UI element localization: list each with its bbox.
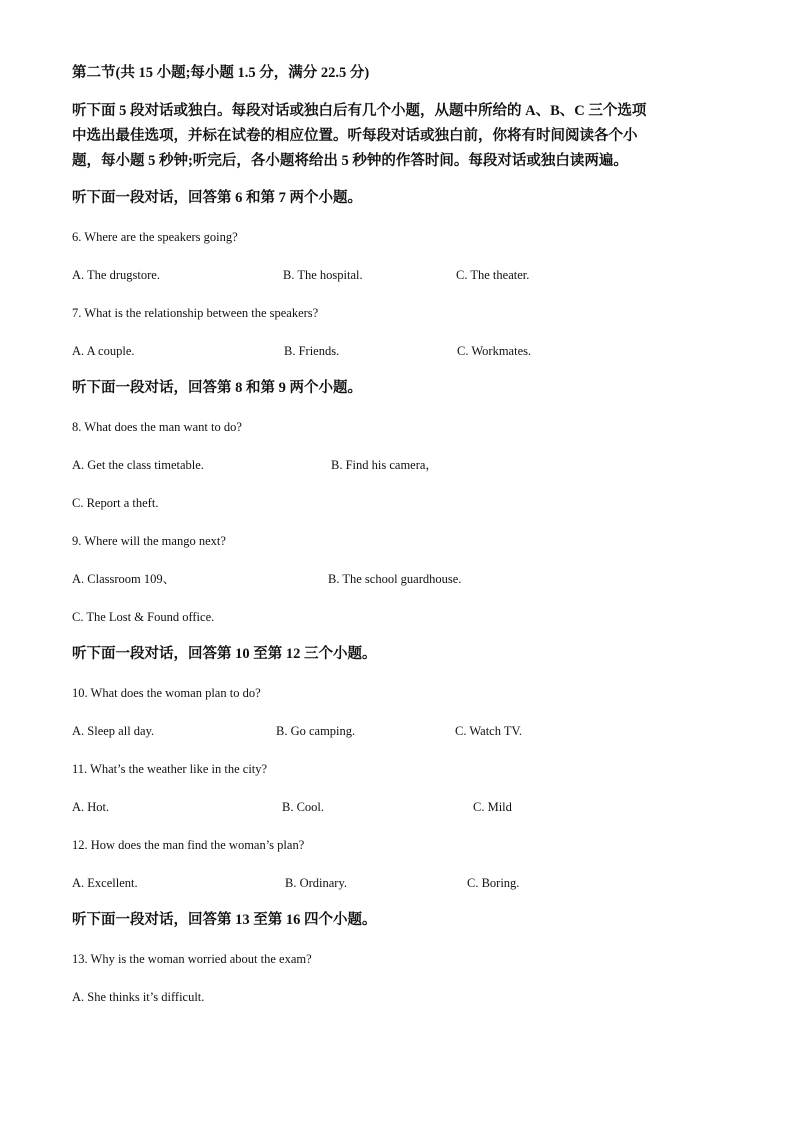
question-12: 12. How does the man find the woman’s plan? [72, 838, 305, 852]
instruction-line-2: 中选出最佳选项，并标在试卷的相应位置。听每段对话或独白前，你将有时间阅读各个小 [72, 128, 638, 144]
question-6: 6. Where are the speakers going? [72, 230, 238, 244]
question-12-option-a: A. Excellent. [72, 876, 138, 890]
question-12-option-b: B. Ordinary. [285, 876, 348, 890]
question-11-option-a: A. Hot. [72, 800, 110, 814]
group-heading-8-9: 听下面一段对话，回答第 8 和第 9 两个小题。 [72, 380, 362, 396]
question-10: 10. What does the woman plan to do? [72, 686, 261, 700]
instruction-line-3: 题，每小题 5 秒钟;听完后，各小题将给出 5 秒钟的作答时间。每段对话或独白读两遍。 [72, 153, 628, 169]
question-7-option-b: B. Friends. [284, 344, 340, 358]
question-8-option-a: A. Get the class timetable. [72, 458, 204, 472]
group-heading-13-16: 听下面一段对话，回答第 13 至第 16 四个小题。 [72, 912, 377, 928]
question-7-option-c: C. Workmates. [457, 344, 532, 358]
question-10-option-c: C. Watch TV. [455, 724, 523, 738]
question-9-option-a: A. Classroom 109、 [72, 572, 176, 586]
question-8-option-b: B. Find his camera， [331, 458, 438, 472]
question-6-option-c: C. The theater. [456, 268, 530, 282]
question-11-option-c: C. Mild [473, 800, 512, 814]
question-6-option-b: B. The hospital. [283, 268, 363, 282]
group-heading-10-12: 听下面一段对话，回答第 10 至第 12 三个小题。 [72, 646, 377, 662]
instruction-line-1: 听下面 5 段对话或独白。每段对话或独白后有几个小题，从题中所给的 A、B、C 三个选项 [72, 103, 647, 119]
group-heading-6-7: 听下面一段对话，回答第 6 和第 7 两个小题。 [72, 190, 362, 206]
section-title: 第二节(共 15 小题;每小题 1.5 分，满分 22.5 分) [72, 65, 370, 81]
question-8-option-c: C. Report a theft. [72, 496, 159, 510]
question-10-option-b: B. Go camping. [276, 724, 356, 738]
question-9: 9. Where will the mango next? [72, 534, 226, 548]
question-10-option-a: A. Sleep all day. [72, 724, 155, 738]
question-12-option-c: C. Boring. [467, 876, 520, 890]
question-13: 13. Why is the woman worried about the exam? [72, 952, 312, 966]
question-11: 11. What’s the weather like in the city? [72, 762, 268, 776]
question-6-option-a: A. The drugstore. [72, 268, 160, 282]
question-9-option-b: B. The school guardhouse. [328, 572, 462, 586]
question-7: 7. What is the relationship between the speakers? [72, 306, 319, 320]
question-8: 8. What does the man want to do? [72, 420, 242, 434]
question-9-option-c: C. The Lost & Found office. [72, 610, 215, 624]
question-13-option-a: A. She thinks it’s difficult. [72, 990, 205, 1004]
question-11-option-b: B. Cool. [282, 800, 325, 814]
question-7-option-a: A. A couple. [72, 344, 135, 358]
